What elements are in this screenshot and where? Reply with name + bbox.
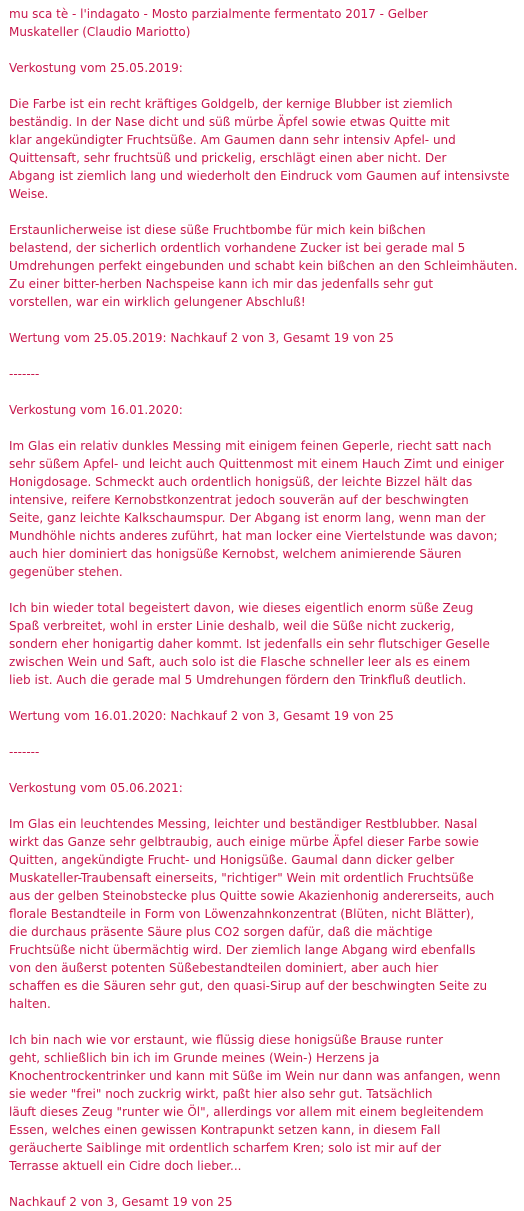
text-line: Quittensaft, sehr fruchtsüß und prickelig, erschlägt einen aber nicht. Der: [9, 151, 447, 165]
tasting-entry: [9, 401, 516, 725]
text-line: die durchaus präsente Säure plus CO2 sorgen dafür, daß die mächtige: [9, 925, 433, 939]
text-line: Knochentrockentrinker und kann mit Süße im Wein nur dann was anfangen, wenn: [9, 1069, 501, 1083]
text-line: Abgang ist ziemlich lang und wiederholt den Eindruck vom Gaumen auf intensivste: [9, 169, 510, 183]
text-line: belastend, der sicherlich ordentlich vorhandene Zucker ist bei gerade mal 5: [9, 241, 466, 255]
text-line: wirkt das Ganze sehr gelbtraubig, auch einige mürbe Äpfel dieser Farbe sowie: [9, 835, 479, 849]
text-line: lieb ist. Auch die gerade mal 5 Umdrehungen fördern den Trinkfluß deutlich.: [9, 673, 467, 687]
text-line: sehr süßem Apfel- und leicht auch Quittenmost mit einem Hauch Zimt und einiger: [9, 457, 504, 471]
text-line: Seite, ganz leichte Kalkschaumspur. Der Abgang ist enorm lang, wenn man der: [9, 511, 486, 525]
tasting-entry: [9, 779, 516, 1211]
text-line: Honigdosage. Schmeckt auch ordentlich honigsüß, der leichte Bizzel hält das: [9, 475, 473, 489]
text-line: geräucherte Saiblinge mit ordentlich scharfem Kren; solo ist mir auf der: [9, 1141, 442, 1155]
text-line: Im Glas ein relativ dunkles Messing mit einigem feinen Geperle, riecht satt nach: [9, 439, 492, 453]
separator: -------: [9, 745, 40, 759]
text-line: klar angekündigter Fruchtsüße. Am Gaumen dann sehr intensiv Apfel- und: [9, 133, 456, 147]
separator: -------: [9, 367, 40, 381]
tasting-entry: [9, 59, 516, 347]
wine-title-line: mu sca tè - l'indagato - Mosto parzialmente fermentato 2017 - Gelber: [9, 7, 428, 21]
tasting-rating: Nachkauf 2 von 3, Gesamt 19 von 25: [9, 1195, 233, 1209]
text-line: halten.: [9, 997, 51, 1011]
tasting-paragraph: [9, 221, 516, 311]
text-line: Umdrehungen perfekt eingebunden und schabt kein bißchen an den Schleimhäuten.: [9, 259, 518, 273]
text-line: Essen, welches einen gewissen Kontrapunkt setzen kann, in diesem Fall: [9, 1123, 441, 1137]
text-line: zwischen Wein und Saft, auch solo ist die Flasche schneller leer als es einem: [9, 655, 471, 669]
text-line: Mundhöhle nichts anderes zuführt, hat man locker eine Viertelstunde was davon;: [9, 529, 498, 543]
text-line: sondern eher honigartig daher kommt. Ist jedenfalls ein sehr flutschiger Geselle: [9, 637, 490, 651]
tasting-paragraph: [9, 599, 516, 689]
wine-title: [9, 5, 516, 41]
tasting-paragraph: [9, 1031, 516, 1175]
text-line: Spaß verbreitet, wohl in erster Linie deshalb, weil die Süße nicht zuckerig,: [9, 619, 455, 633]
tasting-heading: Verkostung vom 16.01.2020:: [9, 403, 183, 417]
text-line: Erstaunlicherweise ist diese süße Fruchtbombe für mich kein bißchen: [9, 223, 426, 237]
text-line: Zu einer bitter-herben Nachspeise kann ich mir das jedenfalls sehr gut: [9, 277, 434, 291]
text-line: Die Farbe ist ein recht kräftiges Goldgelb, der kernige Blubber ist ziemlich: [9, 97, 453, 111]
text-line: Terrasse aktuell ein Cidre doch lieber...: [9, 1159, 242, 1173]
tasting-paragraph: [9, 815, 516, 1013]
text-line: Ich bin wieder total begeistert davon, wie dieses eigentlich enorm süße Zeug: [9, 601, 474, 615]
text-line: Quitten, angekündigte Frucht- und Honigsüße. Gaumal dann dicker gelber: [9, 853, 455, 867]
tasting-heading: Verkostung vom 05.06.2021:: [9, 781, 183, 795]
tasting-heading: Verkostung vom 25.05.2019:: [9, 61, 183, 75]
text-line: vorstellen, war ein wirklich gelungener Abschluß!: [9, 295, 306, 309]
text-line: intensive, reifere Kernobstkonzentrat jedoch souverän auf der beschwingten: [9, 493, 469, 507]
text-line: von den äußerst potenten Süßebestandteilen dominiert, aber auch hier: [9, 961, 439, 975]
text-line: gegenüber stehen.: [9, 565, 123, 579]
text-line: Muskateller-Traubensaft einerseits, "richtiger" Wein mit ordentlich Fruchtsüße: [9, 871, 474, 885]
text-line: läuft dieses Zeug "runter wie Öl", allerdings vor allem mit einem begleitendem: [9, 1105, 484, 1119]
text-line: aus der gelben Steinobstecke plus Quitte sowie Akazienhonig andererseits, auch: [9, 889, 495, 903]
text-line: auch hier dominiert das honigsüße Kernobst, welchem animierende Säuren: [9, 547, 462, 561]
text-line: geht, schließlich bin ich im Grunde meines (Wein-) Herzens ja: [9, 1051, 380, 1065]
text-line: Ich bin nach wie vor erstaunt, wie flüssig diese honigsüße Brause runter: [9, 1033, 444, 1047]
wine-title-line: Muskateller (Claudio Mariotto): [9, 25, 191, 39]
tasting-paragraph: [9, 437, 516, 581]
tasting-rating: Wertung vom 16.01.2020: Nachkauf 2 von 3, Gesamt 19 von 25: [9, 709, 394, 723]
text-line: Im Glas ein leuchtendes Messing, leichter und beständiger Restblubber. Nasal: [9, 817, 478, 831]
text-line: beständig. In der Nase dicht und süß mürbe Äpfel sowie etwas Quitte mit: [9, 115, 450, 129]
text-line: sie weder "frei" noch zuckrig wirkt, paßt hier also sehr gut. Tatsächlich: [9, 1087, 433, 1101]
text-line: schaffen es die Säuren sehr gut, den quasi-Sirup auf der beschwingten Seite zu: [9, 979, 488, 993]
tasting-paragraph: [9, 95, 516, 203]
tasting-rating: Wertung vom 25.05.2019: Nachkauf 2 von 3, Gesamt 19 von 25: [9, 331, 394, 345]
text-line: Weise.: [9, 187, 49, 201]
text-line: florale Bestandteile in Form von Löwenzahnkonzentrat (Blüten, nicht Blätter),: [9, 907, 475, 921]
text-line: Fruchtsüße nicht übermächtig wird. Der ziemlich lange Abgang wird ebenfalls: [9, 943, 476, 957]
